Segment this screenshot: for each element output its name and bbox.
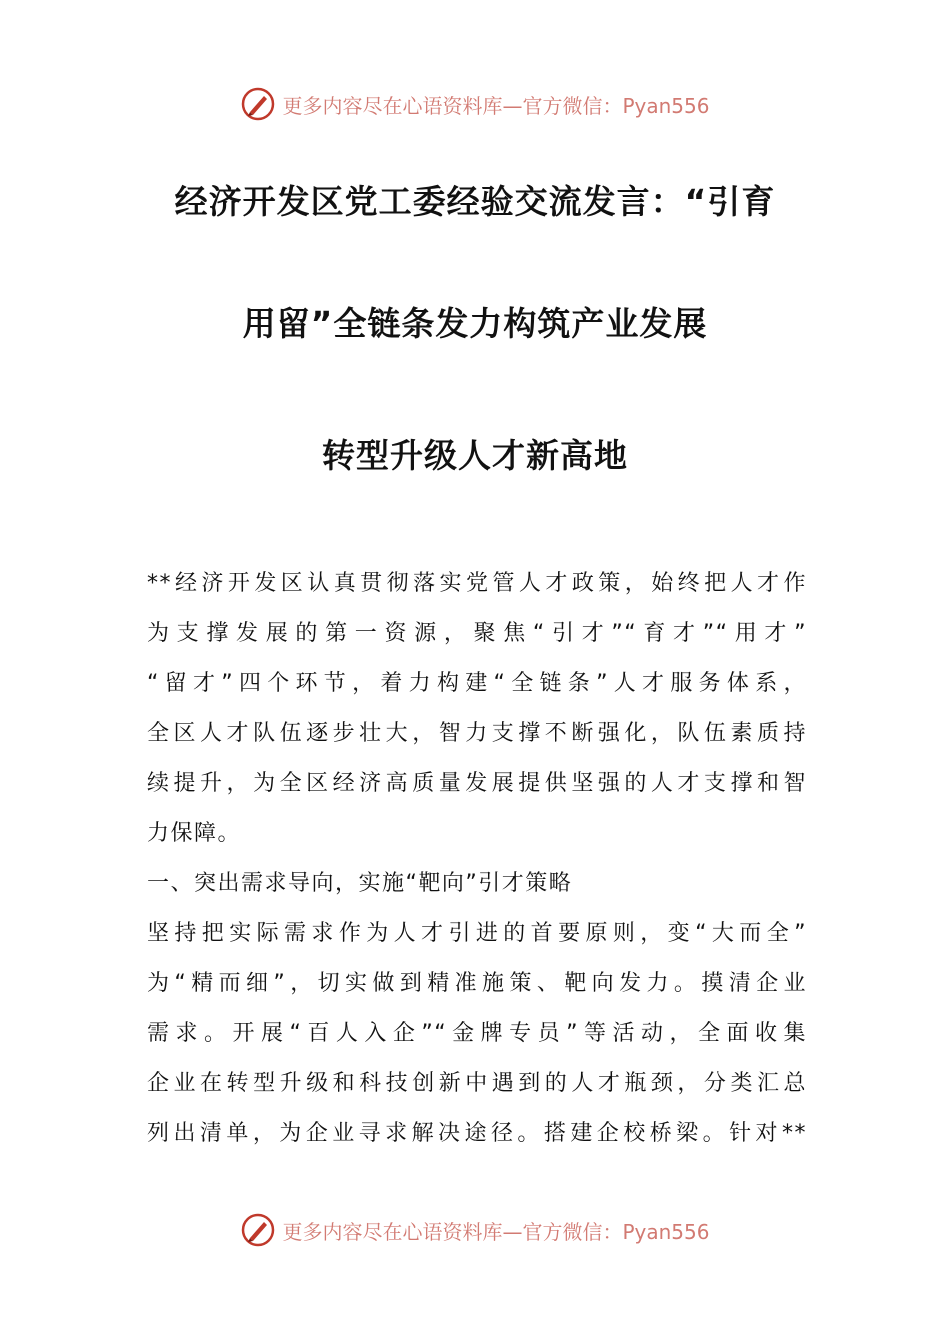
body-line: 坚持把实际需求作为人才引进的首要原则，变“大而全”: [147, 921, 807, 946]
watermark-text: 更多内容尽在心语资料库—官方微信：Pyan556: [282, 1219, 710, 1244]
pen-logo-icon: [240, 86, 276, 122]
document-title-line-3: 转型升级人才新高地: [322, 436, 628, 475]
body-line: 续提升，为全区经济高质量发展提供坚强的人才支撑和智: [147, 771, 807, 796]
body-line: 列出清单，为企业寻求解决途径。搭建企校桥梁。针对**: [147, 1121, 807, 1146]
body-line: **经济开发区认真贯彻落实党管人才政策，始终把人才作: [147, 571, 807, 596]
body-line: 为支撑发展的第一资源，聚焦“引才”“育才”“用才”: [147, 621, 807, 646]
body-line: 为“精而细”，切实做到精准施策、靶向发力。摸清企业: [147, 971, 807, 996]
watermark-banner-bottom: [0, 1210, 950, 1250]
body-line: 力保障。: [147, 821, 242, 846]
watermark-banner-top: [0, 84, 950, 124]
section-heading: 一、突出需求导向，实施“靶向”引才策略: [147, 871, 573, 896]
pen-logo-icon: [240, 1212, 276, 1248]
document-title-line-2: 用留”全链条发力构筑产业发展: [242, 304, 708, 343]
document-title-line-1: 经济开发区党工委经验交流发言：“引育: [174, 182, 776, 221]
body-line: 企业在转型升级和科技创新中遇到的人才瓶颈，分类汇总: [147, 1071, 807, 1096]
watermark-text: 更多内容尽在心语资料库—官方微信：Pyan556: [282, 93, 710, 118]
body-line: 全区人才队伍逐步壮大，智力支撑不断强化，队伍素质持: [147, 721, 807, 746]
body-line: “留才”四个环节，着力构建“全链条”人才服务体系，: [147, 671, 807, 696]
body-line: 需求。开展“百人入企”“金牌专员”等活动，全面收集: [147, 1021, 807, 1046]
